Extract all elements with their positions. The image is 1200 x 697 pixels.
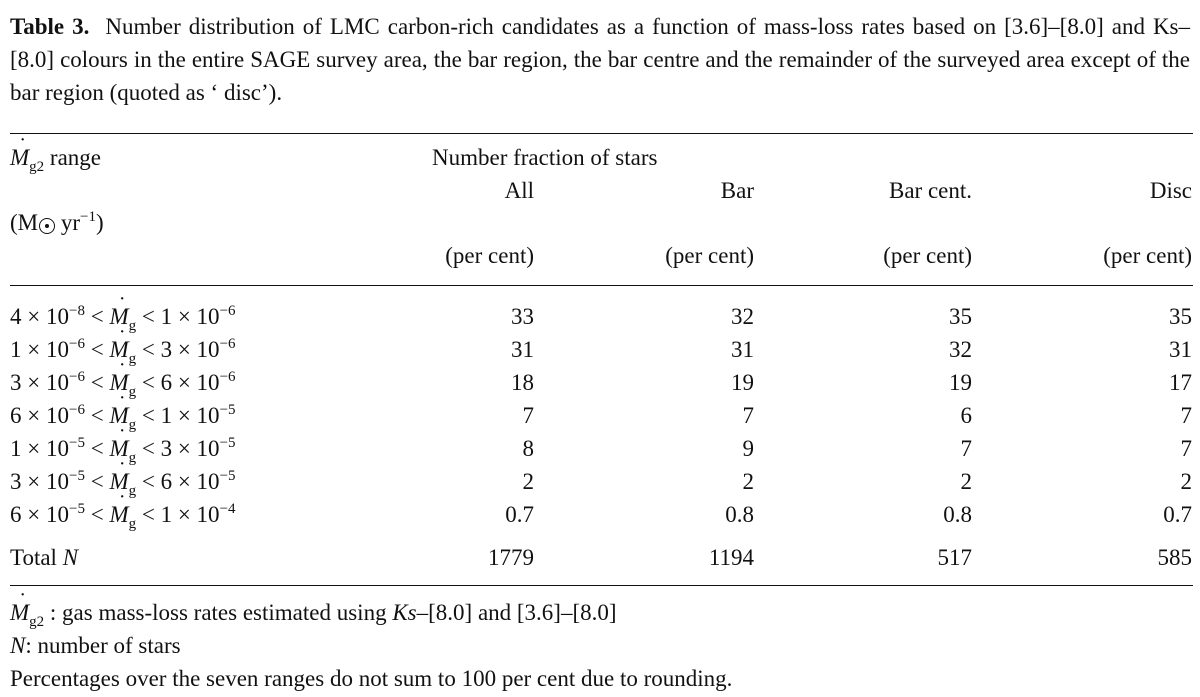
cell-disc: 17 bbox=[1169, 370, 1192, 395]
cell-all: 0.7 bbox=[505, 502, 534, 527]
cell-bar-cent: 0.8 bbox=[943, 502, 972, 527]
unit-bar-cent: (per cent) bbox=[883, 243, 972, 268]
total-label: Total N bbox=[10, 545, 79, 570]
cell-all: 18 bbox=[511, 370, 534, 395]
cell-all: 33 bbox=[511, 304, 534, 329]
total-all: 1779 bbox=[488, 545, 534, 570]
footnote-rounding: Percentages over the seven ranges do not sum to 100 per cent due to rounding. bbox=[10, 666, 733, 691]
cell-disc: 7 bbox=[1180, 403, 1192, 428]
cell-bar-cent: 32 bbox=[949, 337, 972, 362]
top-rule bbox=[10, 133, 1193, 134]
table-caption bbox=[10, 10, 1190, 109]
cell-disc: 7 bbox=[1180, 436, 1192, 461]
col-all: All bbox=[504, 178, 534, 203]
unit-disc: (per cent) bbox=[1103, 243, 1192, 268]
cell-all: 8 bbox=[522, 436, 534, 461]
cell-disc: 35 bbox=[1169, 304, 1192, 329]
cell-all: 7 bbox=[522, 403, 534, 428]
cell-bar: 9 bbox=[742, 436, 754, 461]
unit-header: (M $yr^{-1}$) bbox=[10, 209, 104, 235]
cell-bar-cent: 2 bbox=[960, 469, 972, 494]
cell-bar: 19 bbox=[731, 370, 754, 395]
cell-bar-cent: 7 bbox=[960, 436, 972, 461]
cell-bar: 31 bbox=[731, 337, 754, 362]
cell-bar: 7 bbox=[742, 403, 754, 428]
cell-bar: 32 bbox=[731, 304, 754, 329]
table-label: Table 3. bbox=[10, 14, 90, 39]
cell-all: 31 bbox=[511, 337, 534, 362]
caption-text: Number distribution of LMC carbon-rich candidates as a function of mass-loss rates based on [3.6]–[8.0] and Ks–[8.0] colours in the entire SAGE survey area, the bar region, the bar centre and the remainder of the surveyed area except of the bar region (quoted as ‘ disc’). bbox=[10, 14, 1191, 105]
cell-bar-cent: 6 bbox=[960, 403, 972, 428]
cell-bar: 2 bbox=[742, 469, 754, 494]
cell-disc: 31 bbox=[1169, 337, 1192, 362]
range-label: $3 \times 10^{-5}$ < ˙ $M_g < 6 \times 10^{-5}$ bbox=[10, 467, 236, 497]
col-bar: Bar bbox=[720, 178, 754, 203]
header-rule bbox=[10, 285, 1193, 286]
sun-symbol-icon bbox=[39, 218, 55, 234]
unit-bar: (per cent) bbox=[665, 243, 754, 268]
footnote-n: N: number of stars bbox=[10, 633, 181, 658]
range-label: $6 \times 10^{-5}$ < ˙ $M_g < 1 \times 10^{-4}$ bbox=[10, 500, 236, 530]
range-label: $1 \times 10^{-5}$ < ˙ $M_g < 3 \times 10^{-5}$ bbox=[10, 434, 236, 464]
cell-disc: 2 bbox=[1180, 469, 1192, 494]
total-bar-cent: 517 bbox=[937, 545, 972, 570]
cell-disc: 0.7 bbox=[1163, 502, 1192, 527]
footnote-mass-loss: ˙ $M_{g2}$ : gas mass-loss rates estimated using Ks–[8.0] and [3.6]–[8.0] bbox=[10, 598, 617, 628]
group-header: Number fraction of stars bbox=[432, 145, 658, 170]
range-label: $4 \times 10^{-8}$ < ˙ $M_g < 1 \times 10^{-6}$ bbox=[10, 302, 236, 332]
total-bar: 1194 bbox=[708, 545, 754, 570]
range-label: $3 \times 10^{-6}$ < ˙ $M_g < 6 \times 10^{-6}$ bbox=[10, 368, 236, 398]
col-disc: Disc bbox=[1149, 178, 1192, 203]
cell-bar-cent: 19 bbox=[949, 370, 972, 395]
cell-bar: 0.8 bbox=[725, 502, 754, 527]
cell-bar-cent: 35 bbox=[949, 304, 972, 329]
range-header: ˙ $M_{g2}$ range bbox=[10, 143, 101, 173]
range-label: $6 \times 10^{-6}$ < ˙ $M_g < 1 \times 10^{-5}$ bbox=[10, 401, 236, 431]
cell-all: 2 bbox=[522, 469, 534, 494]
unit-all: (per cent) bbox=[445, 243, 534, 268]
range-label: $1 \times 10^{-6}$ < ˙ $M_g < 3 \times 10^{-6}$ bbox=[10, 335, 236, 365]
bottom-rule bbox=[10, 585, 1193, 586]
total-disc: 585 bbox=[1157, 545, 1192, 570]
col-bar-cent: Bar cent. bbox=[888, 178, 972, 203]
